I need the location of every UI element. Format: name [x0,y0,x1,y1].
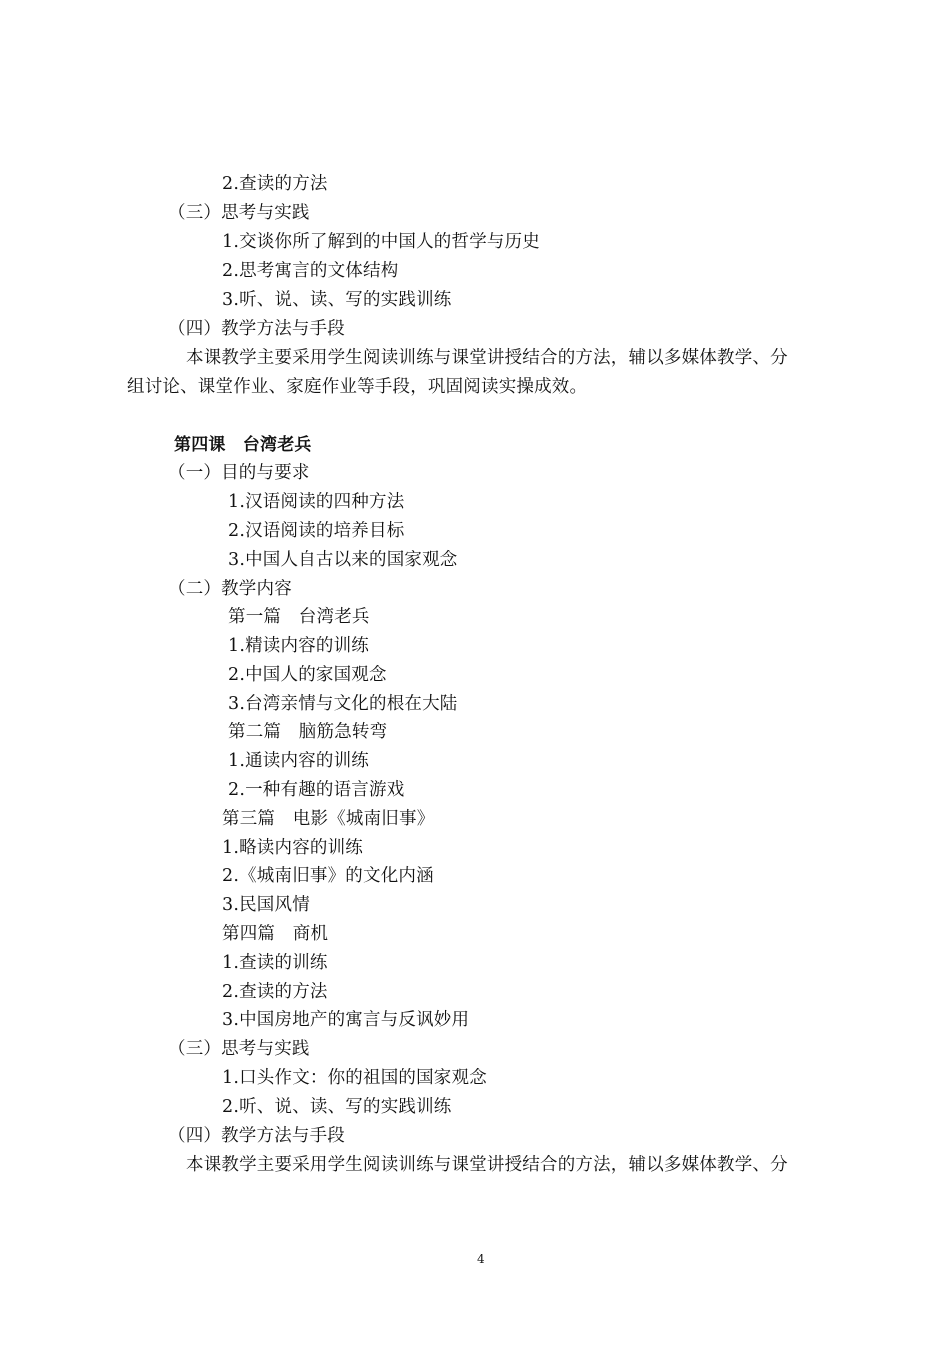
section-heading: （四）教学方法与手段 [168,319,345,339]
text-line: 2.一种有趣的语言游戏 [228,780,405,800]
section-heading: （一）目的与要求 [168,463,310,483]
chapter-title: 第三篇 电影《城南旧事》 [222,809,435,829]
text-line: 1.通读内容的训练 [228,751,369,771]
text-line: 1.交谈你所了解到的中国人的哲学与历史 [222,232,540,252]
chapter-title: 第一篇 台湾老兵 [228,607,370,627]
text-line: 3.民国风情 [222,895,310,915]
text-line: 1.精读内容的训练 [228,636,369,656]
text-line: 1.略读内容的训练 [222,838,363,858]
text-line: 1.汉语阅读的四种方法 [228,492,405,512]
text-line: 2.《城南旧事》的文化内涵 [222,866,434,886]
text-line: 2.思考寓言的文体结构 [222,261,399,281]
chapter-title: 第二篇 脑筋急转弯 [228,722,388,742]
text-line: 1.口头作文：你的祖国的国家观念 [222,1068,487,1088]
section-heading: （三）思考与实践 [168,203,310,223]
section-heading: （二）教学内容 [168,579,292,599]
text-line: 2.查读的方法 [222,174,328,194]
text-line: 2.中国人的家国观念 [228,665,387,685]
text-line: 1.查读的训练 [222,953,328,973]
paragraph-line: 组讨论、课堂作业、家庭作业等手段，巩固阅读实操成效。 [127,377,588,397]
section-heading: （三）思考与实践 [168,1039,310,1059]
text-line: 3.听、说、读、写的实践训练 [222,290,452,310]
text-line: 3.中国人自古以来的国家观念 [228,550,458,570]
text-line: 3.台湾亲情与文化的根在大陆 [228,694,458,714]
text-line: 2.汉语阅读的培养目标 [228,521,405,541]
text-line: 2.查读的方法 [222,982,328,1002]
text-line: 2.听、说、读、写的实践训练 [222,1097,452,1117]
paragraph-line: 本课教学主要采用学生阅读训练与课堂讲授结合的方法，辅以多媒体教学、分 [186,348,788,368]
section-heading: （四）教学方法与手段 [168,1126,345,1146]
chapter-title: 第四篇 商机 [222,924,329,944]
paragraph-line: 本课教学主要采用学生阅读训练与课堂讲授结合的方法，辅以多媒体教学、分 [186,1155,788,1175]
lesson-title: 第四课 台湾老兵 [174,435,312,455]
text-line: 3.中国房地产的寓言与反讽妙用 [222,1010,470,1030]
page-number: 4 [477,1252,485,1266]
